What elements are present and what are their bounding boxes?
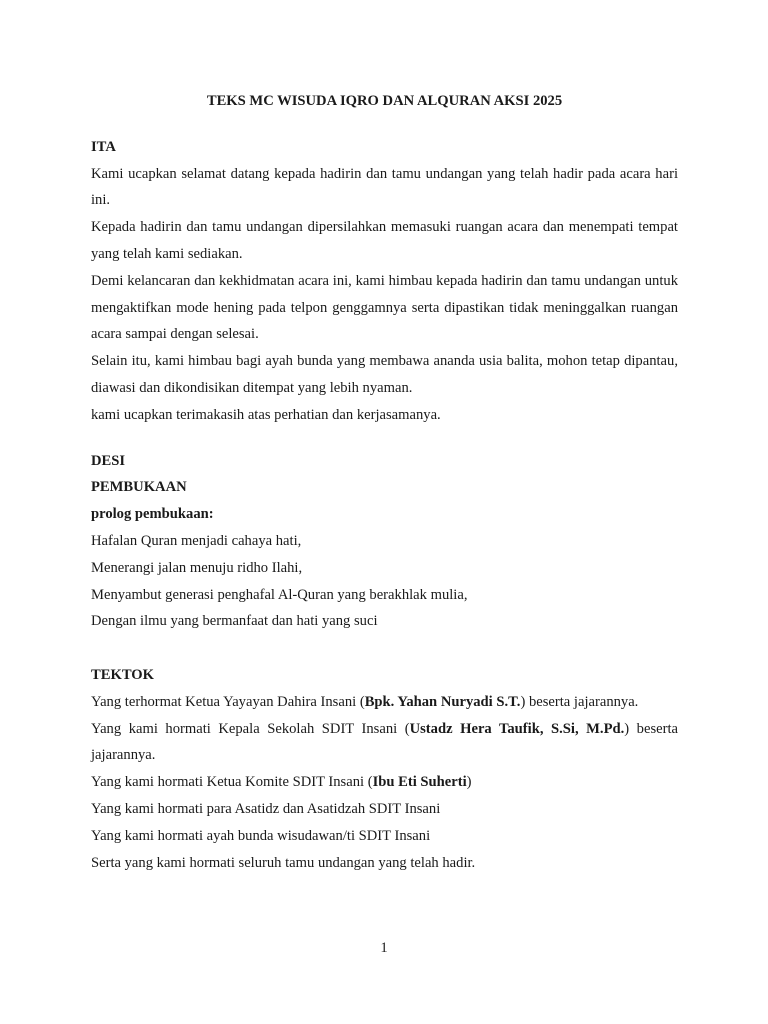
page-number: 1 (380, 940, 388, 956)
section-ita (91, 134, 678, 429)
greeting-line: Yang kami hormati Kepala Sekolah SDIT Insani (Ustadz Hera Taufik, S.Si, M.Pd.) beserta jajarannya. (91, 720, 678, 764)
paragraph: Kami ucapkan selamat datang kepada hadirin dan tamu undangan yang telah hadir pada acara hari ini. (91, 165, 678, 209)
section-spacer (91, 429, 678, 448)
speaker-label-ita: ITA (91, 138, 116, 155)
section-desi (91, 448, 678, 636)
speaker-label-tektok: TEKTOK (91, 666, 154, 683)
prolog-line: Hafalan Quran menjadi cahaya hati, (91, 532, 302, 549)
speaker-label-desi: DESI (91, 452, 126, 469)
section-spacer (91, 635, 678, 662)
honoree-name: Ibu Eti Suherti (372, 774, 467, 791)
section-subheading: prolog pembukaan: (91, 506, 214, 523)
greeting-line: Yang terhormat Ketua Yayayan Dahira Insani (Bpk. Yahan Nuryadi S.T.) beserta jajarannya. (91, 693, 639, 710)
prolog-line: Menerangi jalan menuju ridho Ilahi, (91, 559, 303, 576)
prolog-line: Menyambut generasi penghafal Al-Quran yang berakhlak mulia, (91, 586, 468, 603)
paragraph: Demi kelancaran dan kekhidmatan acara ini, kami himbau kepada hadirin dan tamu undangan untuk mengaktifkan mode hening pada telpon genggamnya serta dipastikan tidak meninggalkan ruangan acara sampai dengan selesai. (91, 272, 678, 343)
section-heading: PEMBUKAAN (91, 479, 187, 496)
greeting-line: Yang kami hormati para Asatidz dan Asatidzah SDIT Insani (91, 800, 441, 817)
document-page (91, 88, 678, 876)
paragraph: Kepada hadirin dan tamu undangan dipersilahkan memasuki ruangan acara dan menempati tempat yang telah kami sediakan. (91, 219, 678, 262)
greeting-line: Yang kami hormati Ketua Komite SDIT Insani (Ibu Eti Suherti) (91, 774, 472, 791)
document-title: TEKS MC WISUDA IQRO DAN ALQURAN AKSI 2025 (206, 93, 563, 109)
prolog-line: Dengan ilmu yang bermanfaat dan hati yang suci (91, 613, 378, 630)
section-tektok (91, 662, 678, 876)
greeting-line: Serta yang kami hormati seluruh tamu undangan yang telah hadir. (91, 854, 476, 871)
greeting-line: Yang kami hormati ayah bunda wisudawan/ti SDIT Insani (91, 827, 431, 844)
honoree-name: Ustadz Hera Taufik, S.Si, M.Pd. (409, 720, 625, 737)
paragraph: kami ucapkan terimakasih atas perhatian dan kerjasamanya. (91, 406, 441, 423)
honoree-name: Bpk. Yahan Nuryadi S.T. (364, 693, 521, 710)
paragraph: Selain itu, kami himbau bagi ayah bunda yang membawa ananda usia balita, mohon tetap dipantau, diawasi dan dikondisikan ditempat yang lebih nyaman. (91, 353, 678, 396)
